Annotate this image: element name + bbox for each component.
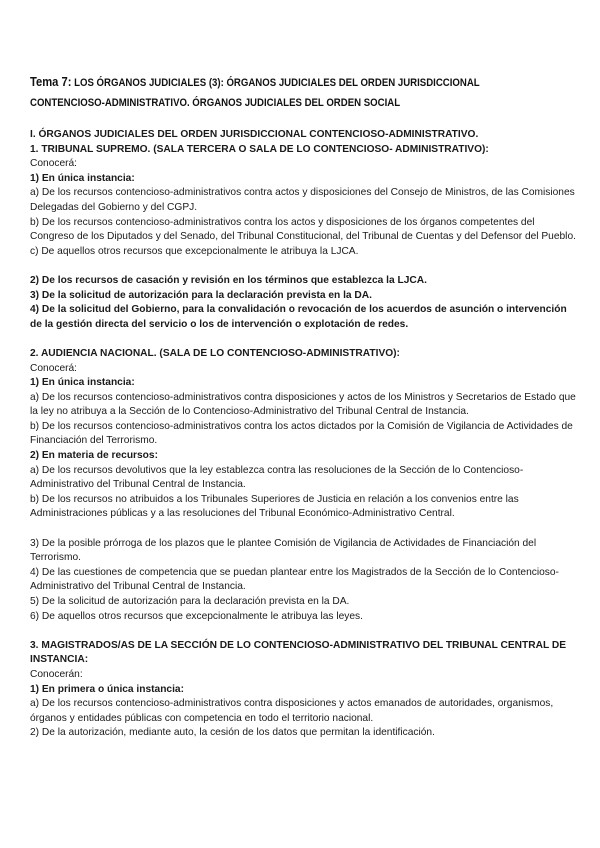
- paragraph-bold: 3) De la solicitud de autorización para la declaración prevista en la DA.: [30, 289, 372, 301]
- paragraph: 4) De las cuestiones de competencia que se puedan plantear entre los Magistrados de la Sección de lo Contencioso-Administrativo del Tribunal Central de Instancia.: [30, 566, 559, 593]
- paragraph: b) De los recursos contencioso-administrativos contra los actos dictados por la Comisión de Vigilancia de Actividades de Financiación del Terrorismo.: [30, 420, 573, 447]
- document-body: [30, 128, 576, 741]
- paragraph: 3) De la posible prórroga de los plazos que le plantee Comisión de Vigilancia de Actividades de Financiación del Terrorismo.: [30, 537, 537, 564]
- title-line-1: [30, 72, 499, 93]
- paragraph-bold: 4) De la solicitud del Gobierno, para la convalidación o revocación de los acuerdos de asunción o intervención de la gestión directa del servicio o los de intervención o explotación de redes.: [30, 304, 567, 330]
- paragraph: a) De los recursos contencioso-administrativos contra disposiciones y actos de los Ministros y Secretarios de Estado que la ley no atribuya a la Sección de lo Contencioso-Administrativo del Tribunal Central de Instancia.: [30, 391, 576, 418]
- document-title: [30, 72, 499, 113]
- paragraph: 6) De aquellos otros recursos que excepcionalmente le atribuya las leyes.: [30, 610, 363, 622]
- paragraph: 2) De la autorización, mediante auto, la cesión de los datos que permitan la identificación.: [30, 727, 435, 739]
- paragraph: 5) De la solicitud de autorización para la declaración prevista en la DA.: [30, 596, 350, 607]
- subsection-heading: 2. AUDIENCIA NACIONAL. (SALA DE LO CONTENCIOSO-ADMINISTRATIVO):: [30, 347, 400, 359]
- paragraph: c) De aquellos otros recursos que excepcionalmente le atribuya la LJCA.: [30, 245, 359, 257]
- list-heading: 1) En primera o única instancia:: [30, 683, 184, 695]
- title-line-2: CONTENCIOSO-ADMINISTRATIVO. ÓRGANOS JUDICIALES DEL ORDEN SOCIAL: [30, 97, 401, 109]
- paragraph: b) De los recursos no atribuidos a los Tribunales Superiores de Justicia en relación a los convenios entre las Administraciones públicas y a las resoluciones del Tribunal Económico-Administrativo Central.: [30, 493, 519, 520]
- paragraph: b) De los recursos contencioso-administrativos contra los actos y disposiciones de los órganos competentes del Congreso de los Diputados y del Senado, del Tribunal Constitucional, del Tribunal de Cuentas y del Defensor del Pueblo.: [30, 216, 576, 243]
- paragraph: Conocerán:: [30, 668, 83, 680]
- title-lead: Tema 7:: [30, 74, 72, 89]
- section-heading: I. ÓRGANOS JUDICIALES DEL ORDEN JURISDICCIONAL CONTENCIOSO-ADMINISTRATIVO.: [30, 129, 479, 140]
- subsection-heading: 3. MAGISTRADOS/AS DE LA SECCIÓN DE LO CONTENCIOSO-ADMINISTRATIVO DEL TRIBUNAL CENTRAL DE INSTANCIA:: [30, 639, 566, 666]
- paragraph: a) De los recursos devolutivos que la ley establezca contra las resoluciones de la Sección de lo Contencioso-Administrativo del Tribunal Central de Instancia.: [30, 464, 524, 491]
- list-heading: 1) En única instancia:: [30, 172, 135, 184]
- title-rest: LOS ÓRGANOS JUDICIALES (3): ÓRGANOS JUDICIALES DEL ORDEN JURISDICCIONAL: [71, 77, 480, 89]
- paragraph: Conocerá:: [30, 362, 78, 374]
- paragraph: Conocerá:: [30, 158, 78, 170]
- list-heading: 2) En materia de recursos:: [30, 450, 158, 462]
- subsection-heading: 1. TRIBUNAL SUPREMO. (SALA TERCERA O SALA DE LO CONTENCIOSO- ADMINISTRATIVO):: [30, 143, 489, 155]
- paragraph: a) De los recursos contencioso-administrativos contra actos y disposiciones del Consejo de Ministros, de las Comisiones Delegadas del Gobierno y del CGPJ.: [30, 187, 575, 213]
- paragraph-bold: 2) De los recursos de casación y revisión en los términos que establezca la LJCA.: [30, 274, 427, 286]
- list-heading: 1) En única instancia:: [30, 377, 135, 389]
- paragraph: a) De los recursos contencioso-administrativos contra disposiciones y actos emanados de autoridades, organismos, órganos y entidades públicas con competencia en todo el territorio nacional.: [30, 698, 554, 724]
